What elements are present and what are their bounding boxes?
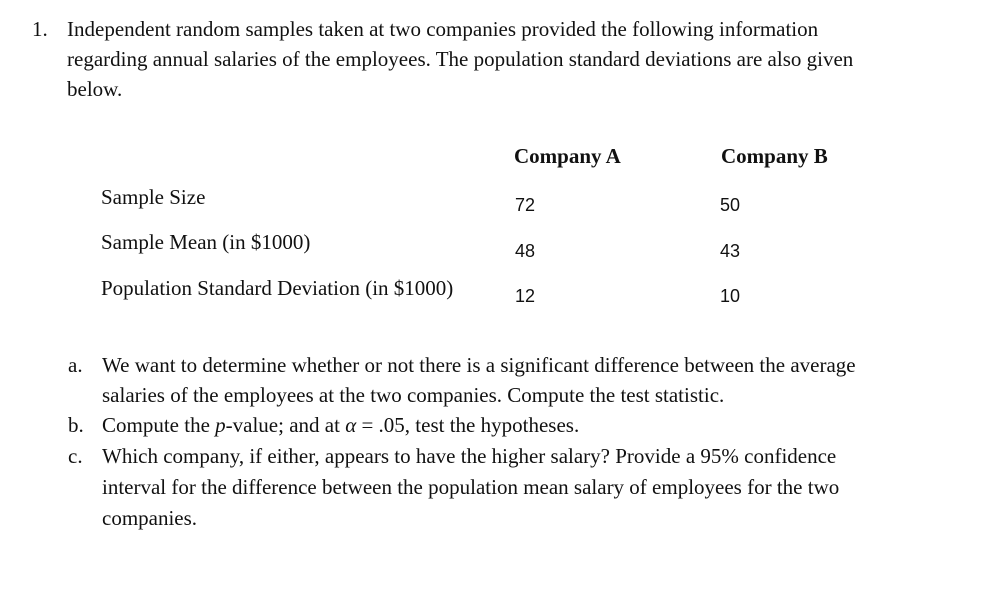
part-c-line: interval for the difference between the population mean salary of employees for the two [102,475,840,499]
part-c-line: companies. [102,506,198,530]
part-b-pre: Compute the [102,413,216,437]
question-number: 1. [32,17,48,41]
value-b-sample-mean: 43 [720,241,741,261]
column-header-company-b: Company B [721,144,828,168]
value-b-sample-size: 50 [720,195,741,215]
value-a-sample-mean: 48 [515,241,536,261]
part-b-mid: -value; and at [225,413,346,437]
intro-line: Independent random samples taken at two companies provided the following information [67,17,819,41]
p-symbol: p [215,413,226,437]
part-b-post: = .05, test the hypotheses. [356,413,580,437]
row-label-sample-size: Sample Size [101,185,206,209]
value-b-population-sd: 10 [720,286,741,306]
part-b-label: b. [68,413,84,437]
row-label-sample-mean: Sample Mean (in $1000) [101,230,311,254]
row-label-population-sd: Population Standard Deviation (in $1000) [101,276,454,300]
intro-line: below. [67,77,123,101]
alpha-symbol: α [345,413,357,437]
part-a-line: salaries of the employees at the two companies. Compute the test statistic. [102,383,725,407]
part-a-line: We want to determine whether or not there is a significant difference between the average [102,353,856,377]
part-b-text [102,410,579,441]
intro-line: regarding annual salaries of the employees. The population standard deviations are also given [67,47,854,71]
question-intro [67,14,967,104]
part-a-label: a. [68,353,83,377]
column-header-company-a: Company A [514,144,621,168]
value-a-population-sd: 12 [515,286,536,306]
part-c-label: c. [68,444,83,468]
value-a-sample-size: 72 [515,195,536,215]
part-c-line: Which company, if either, appears to have the higher salary? Provide a 95% confidence [102,444,837,468]
